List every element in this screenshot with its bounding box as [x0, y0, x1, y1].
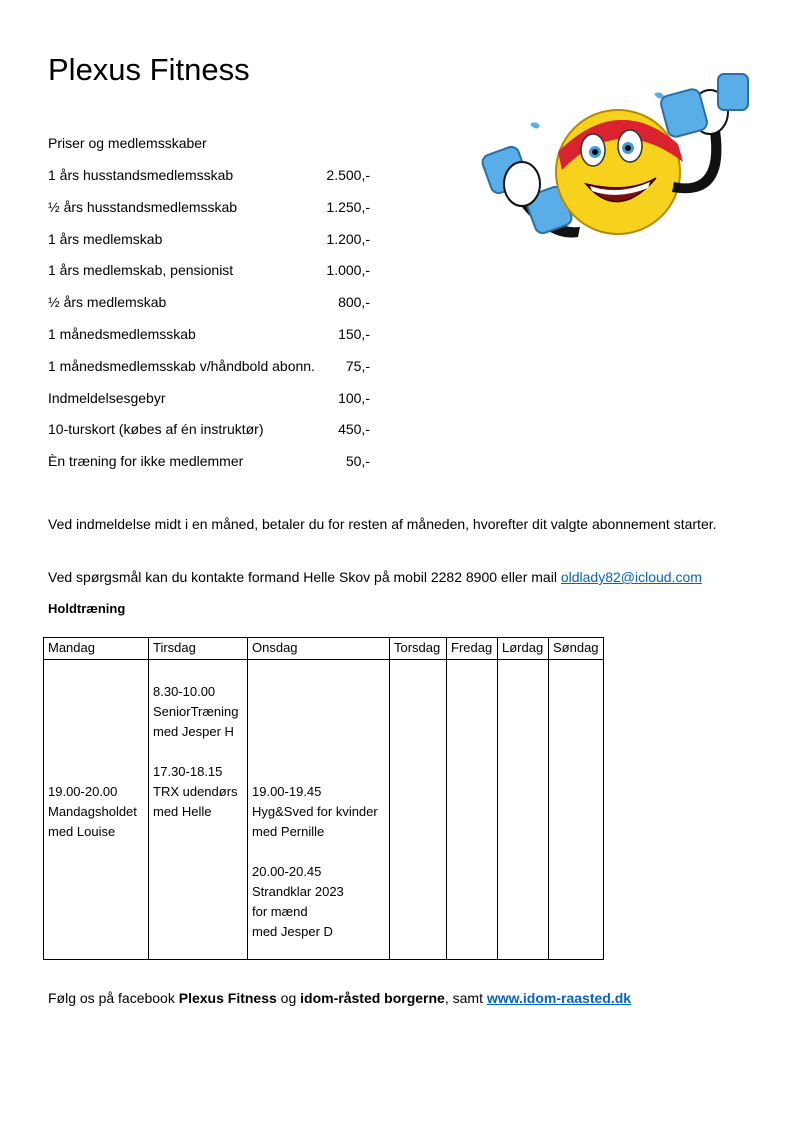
class-time: 19.00-19.45 — [252, 784, 322, 799]
day-header-lordag: Lørdag — [498, 638, 549, 660]
schedule-header-row — [44, 638, 604, 660]
contact-email-link[interactable]: oldlady82@icloud.com — [560, 569, 702, 585]
price-row — [48, 294, 370, 314]
day-header-onsdag: Onsdag — [248, 638, 390, 660]
facebook-page-borgerne: idom-råsted borgerne — [300, 990, 445, 1006]
mandag-cell — [44, 660, 149, 960]
price-name: Èn træning for ikke medlemmer — [48, 453, 244, 470]
day-header-mandag: Mandag — [44, 638, 149, 660]
sweat-drop-icon — [530, 122, 540, 128]
schedule-body-row — [44, 660, 604, 960]
class-time: 20.00-20.45 — [252, 864, 322, 879]
class-time: 8.30-10.00 — [153, 684, 216, 699]
contact-text — [48, 567, 748, 588]
class-time: 17.30-18.15 — [153, 764, 223, 779]
day-header-sondag: Søndag — [549, 638, 604, 660]
schedule-heading: Holdtræning — [48, 601, 126, 616]
tirsdag-class-1 — [153, 662, 243, 742]
day-header-fredag: Fredag — [447, 638, 498, 660]
class-name: TRX udendørs — [153, 784, 238, 799]
onsdag-class-1 — [252, 662, 385, 842]
price-name: 1 månedsmedlemsskab v/håndbold abonn. — [48, 357, 315, 374]
tirsdag-class-2 — [153, 742, 243, 822]
mandag-class — [48, 662, 144, 842]
class-instructor: med Jesper D — [252, 924, 333, 939]
price-name: ½ års husstandsmedlemsskab — [48, 198, 238, 215]
price-value: 1.000,- — [326, 262, 370, 279]
price-name: ½ års medlemskab — [48, 294, 167, 311]
class-name: Mandagsholdet — [48, 804, 137, 819]
price-value: 75,- — [345, 357, 370, 374]
lordag-cell — [498, 660, 549, 960]
price-name: 1 månedsmedlemsskab — [48, 326, 196, 342]
class-time: 19.00-20.00 — [48, 784, 118, 799]
price-name: 1 års medlemskab — [48, 230, 163, 247]
price-value: 2.500,- — [326, 167, 370, 183]
schedule-table — [43, 637, 604, 960]
tirsdag-cell — [149, 660, 248, 960]
smiley-dumbbell-mascot-icon — [478, 72, 750, 247]
class-instructor: med Pernille — [252, 824, 325, 839]
right-dumbbell-icon — [659, 74, 748, 138]
day-header-tirsdag: Tirsdag — [149, 638, 248, 660]
class-name: Hyg&Sved for kvinder — [252, 804, 378, 819]
price-name: Indmeldelsesgebyr — [48, 389, 166, 406]
price-row — [48, 421, 370, 441]
prices-heading: Priser og medlemsskaber — [48, 135, 207, 151]
left-glove-icon — [504, 162, 540, 206]
class-name: Strandklar 2023 — [252, 884, 344, 899]
onsdag-class-2 — [252, 842, 385, 942]
footer-prefix: Følg os på facebook — [48, 990, 179, 1006]
day-header-torsdag: Torsdag — [390, 638, 447, 660]
class-name: SeniorTræning — [153, 704, 239, 719]
price-value: 800,- — [338, 294, 370, 311]
price-value: 1.250,- — [326, 198, 370, 215]
class-instructor: med Louise — [48, 824, 116, 839]
price-row — [48, 453, 370, 473]
page-title: Plexus Fitness — [48, 52, 250, 87]
torsdag-cell — [390, 660, 447, 960]
price-row — [48, 326, 370, 346]
class-instructor: med Jesper H — [153, 724, 234, 739]
class-note: for mænd — [252, 904, 308, 919]
contact-label: Ved spørgsmål kan du kontakte formand Helle Skov på mobil 2282 8900 eller mail — [48, 569, 561, 585]
price-name: 10-turskort (købes af én instruktør) — [48, 421, 264, 438]
enrollment-text: Ved indmeldelse midt i en måned, betaler du for resten af måneden, hvorefter dit valgte abonnement starter. — [48, 516, 717, 532]
facebook-page-plexus: Plexus Fitness — [178, 990, 277, 1006]
price-row — [48, 358, 370, 378]
price-name: 1 års medlemskab, pensionist — [48, 262, 234, 279]
onsdag-cell — [248, 660, 390, 960]
price-value: 150,- — [338, 326, 370, 342]
price-value: 1.200,- — [326, 230, 370, 247]
price-name: 1 års husstandsmedlemsskab — [48, 167, 234, 183]
price-value: 450,- — [338, 421, 370, 438]
price-row — [48, 199, 370, 219]
price-value: 100,- — [338, 389, 370, 406]
price-row — [48, 167, 370, 187]
footer-and: og — [276, 990, 301, 1006]
price-row — [48, 390, 370, 410]
footer-text — [48, 990, 631, 1006]
class-instructor: med Helle — [153, 804, 212, 819]
price-row — [48, 231, 370, 251]
sondag-cell — [549, 660, 604, 960]
fredag-cell — [447, 660, 498, 960]
website-link[interactable]: www.idom-raasted.dk — [486, 990, 632, 1006]
footer-mid: , samt — [444, 990, 487, 1006]
price-value: 50,- — [345, 453, 370, 470]
price-row — [48, 262, 370, 282]
